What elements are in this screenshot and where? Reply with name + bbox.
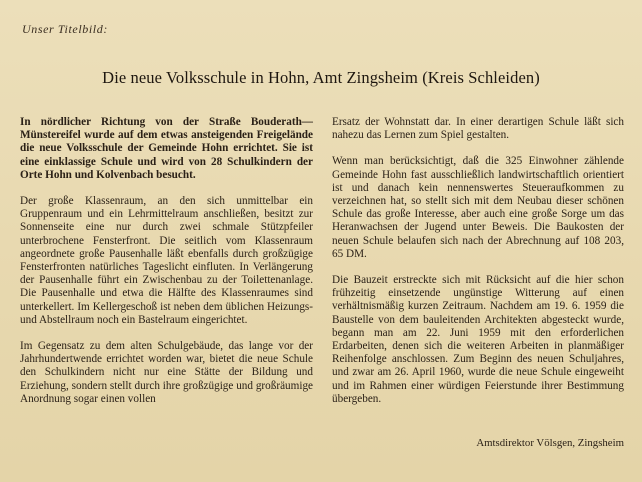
paragraph-classroom: Der große Klassenraum, an den sich unmittelbar ein Gruppenraum und ein Lehrmittelraum anschließen, besitzt zur Sonnenseite eine nur durch zwei schmale Stützpfeiler unterbrochene Fensterfront. Die seitlich vom Klassenraum angeordnete große Pausenhalle läßt ebenfalls durch großzügige Fensterfronten natürliches Tageslicht einfluten. In Verlängerung der Pausenhalle führt ein Zwischenbau zu der Toilettenanlage. Die Pausenhalle und etwa die Hälfte des Klassenraumes sind unterkellert. Im Kellergeschoß ist neben dem üblichen Heizungs- und Abstellraum noch ein Bastelraum eingerichtet. bbox=[20, 195, 313, 326]
left-column bbox=[20, 116, 313, 419]
paragraph-old-school: Im Gegensatz zu dem alten Schulgebäude, das lange vor der Jahrhundertwende errichtet worden war, bietet die neue Schule den Schulkindern nicht nur eine Stätte der Bildung und Erziehung, sondern stellt durch ihre großzügige und großräumige Anordnung sogar einen vollen bbox=[20, 340, 313, 405]
paragraph-continuation: Ersatz der Wohnstatt dar. In einer derartigen Schule läßt sich nahezu das Lernen zum Spiel gestalten. bbox=[332, 116, 624, 142]
article-headline: Die neue Volksschule in Hohn, Amt Zingsheim (Kreis Schleiden) bbox=[102, 68, 540, 87]
author-signature: Amtsdirektor Völsgen, Zingsheim bbox=[476, 437, 624, 449]
paragraph-construction: Die Bauzeit erstreckte sich mit Rücksicht auf die hier schon frühzeitig einsetzende ungünstige Witterung auf einen verhältnismäßig kurzen Zeitraum. Nachdem am 19. 6. 1959 die Baustelle von dem bauleitenden Architekten abgesteckt wurde, begann man am 22. Juni 1959 mit den erforderlichen Erdarbeiten, denen sich die weiteren Arbeiten in planmäßiger Reihenfolge anschlossen. Zum Beginn des neuen Schuljahres, und zwar am 26. April 1960, wurde die neue Schule eingeweiht und im Rahmen einer würdigen Feierstunde ihrer Bestimmung übergeben. bbox=[332, 274, 624, 405]
right-column bbox=[332, 116, 624, 419]
paragraph-costs: Wenn man berücksichtigt, daß die 325 Einwohner zählende Gemeinde Hohn fast ausschließlich landwirtschaftlich orientiert ist und danach kein nennenswertes Steueraufkommen zu verzeichnen hat, so stellt sich mit dem Neubau dieser schönen Schule das große Interesse, aber auch eine große Sorge um das Heranwachsen der Jugend unter Beweis. Die Baukosten der neuen Schule belaufen sich nach der Abrechnung auf 108 203, 65 DM. bbox=[332, 155, 624, 260]
section-kicker: Unser Titelbild: bbox=[22, 22, 108, 36]
lead-paragraph: In nördlicher Richtung von der Straße Bouderath—Münstereifel wurde auf dem etwas ansteigenden Freigelände die neue Volksschule der Gemeinde Hohn errichtet. Sie ist eine einklassige Schule und wird von 28 Schulkindern der Orte Hohn und Kolvenbach besucht. bbox=[20, 116, 313, 181]
